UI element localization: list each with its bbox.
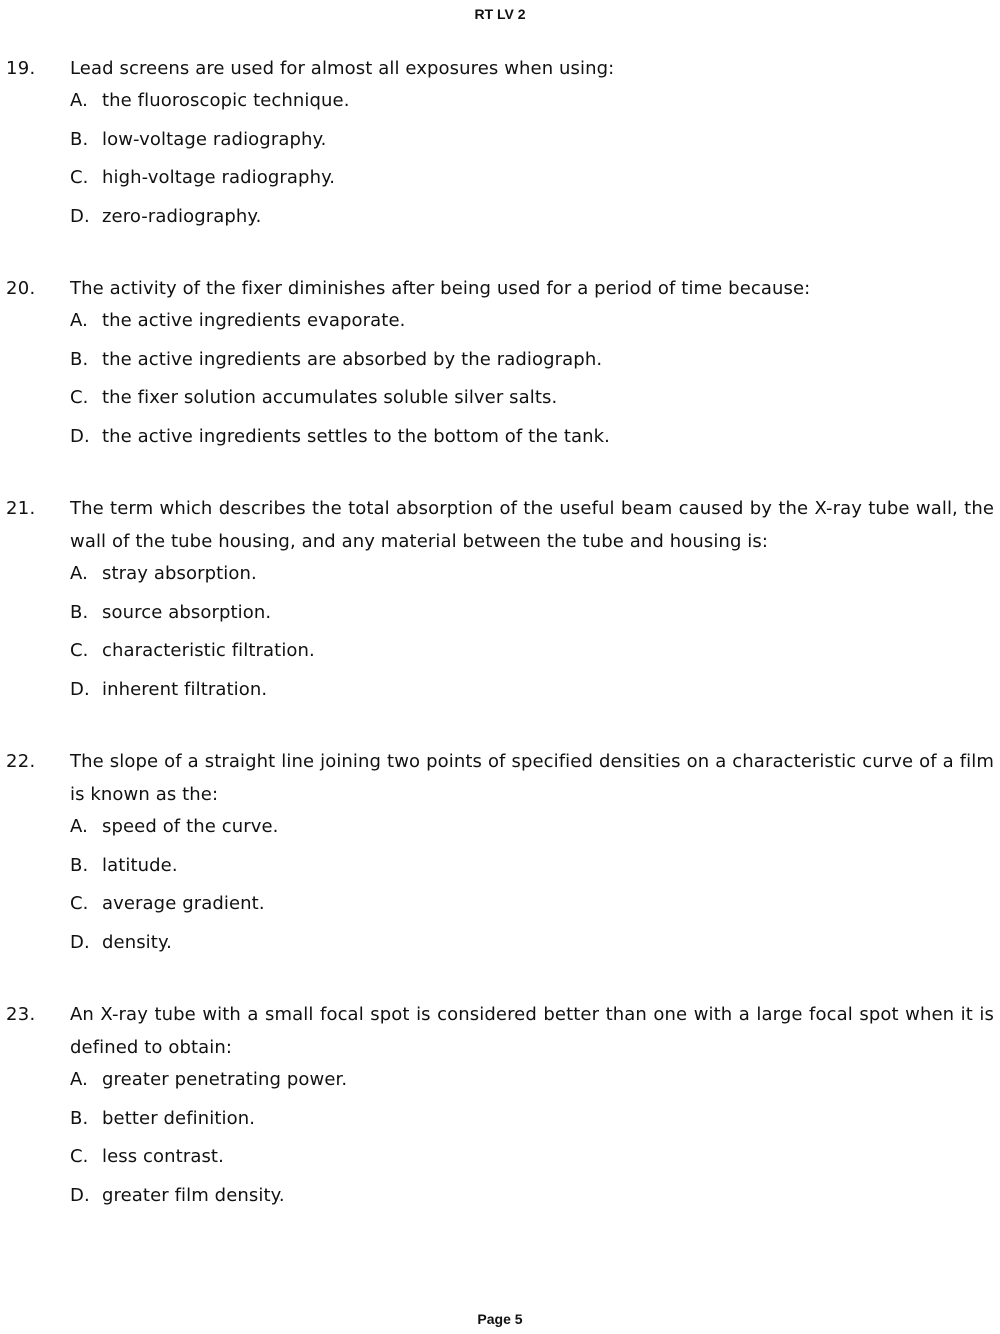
answer-option (70, 88, 970, 127)
option-letter: A. (70, 816, 88, 837)
answer-option (70, 424, 970, 463)
option-text: less contrast. (102, 1146, 224, 1167)
option-text: low-voltage radiography. (102, 128, 327, 150)
option-letter: D. (70, 425, 90, 447)
page-number: Page 5 (477, 1311, 523, 1327)
option-text: zero-radiography. (102, 205, 262, 227)
answer-options (70, 814, 970, 968)
option-letter: D. (70, 205, 90, 227)
answer-options (70, 88, 970, 242)
option-letter: D. (70, 931, 90, 953)
option-letter: C. (70, 167, 89, 188)
question-stem: The activity of the fixer diminishes after being used for a period of time because: (70, 278, 811, 299)
option-text: better definition. (102, 1107, 256, 1129)
answer-option (70, 347, 970, 386)
answer-options (70, 308, 970, 462)
option-text: density. (102, 931, 172, 953)
option-text: stray absorption. (102, 563, 257, 584)
answer-option (70, 165, 970, 204)
option-letter: B. (70, 348, 89, 370)
option-letter: D. (70, 1184, 90, 1206)
answer-option (70, 127, 970, 166)
answer-option (70, 638, 970, 677)
answer-option (70, 1183, 970, 1222)
option-text: speed of the curve. (102, 816, 279, 837)
option-letter: A. (70, 1069, 88, 1090)
option-letter: C. (70, 893, 89, 914)
option-letter: A. (70, 90, 88, 111)
question-stem: Lead screens are used for almost all exposures when using: (70, 58, 615, 79)
option-text: average gradient. (102, 893, 265, 914)
option-text: the fluoroscopic technique. (102, 90, 350, 111)
option-text: inherent filtration. (102, 678, 268, 700)
question-stem: An X-ray tube with a small focal spot is considered better than one with a large focal spot when it is defined to obtain: (70, 1004, 994, 1058)
option-letter: C. (70, 640, 89, 661)
answer-option (70, 853, 970, 892)
answer-option (70, 1067, 970, 1106)
answer-option (70, 1106, 970, 1145)
option-text: greater film density. (102, 1184, 285, 1206)
answer-options (70, 561, 970, 715)
answer-options (70, 1067, 970, 1221)
option-text: the active ingredients evaporate. (102, 310, 406, 331)
option-text: latitude. (102, 854, 178, 876)
option-letter: C. (70, 1146, 89, 1167)
answer-option (70, 561, 970, 600)
option-letter: B. (70, 1107, 89, 1129)
option-text: characteristic filtration. (102, 640, 315, 661)
option-text: the active ingredients are absorbed by the radiograph. (102, 348, 603, 370)
question-stem: The term which describes the total absorption of the useful beam caused by the X-ray tube wall, the wall of the tube housing, and any material between the tube and housing is: (70, 498, 994, 552)
question-number: 23. (6, 1004, 36, 1025)
option-letter: A. (70, 310, 88, 331)
option-text: high-voltage radiography. (102, 167, 336, 188)
answer-option (70, 204, 970, 243)
option-text: the fixer solution accumulates soluble silver salts. (102, 387, 558, 408)
option-text: the active ingredients settles to the bottom of the tank. (102, 425, 610, 447)
question-number: 20. (6, 278, 36, 299)
answer-option (70, 930, 970, 969)
option-text: greater penetrating power. (102, 1069, 348, 1090)
option-letter: B. (70, 128, 89, 150)
question-stem: The slope of a straight line joining two points of specified densities on a characteristic curve of a film is known as the: (70, 751, 994, 805)
answer-option (70, 1144, 970, 1183)
answer-option (70, 600, 970, 639)
answer-option (70, 385, 970, 424)
question-number: 19. (6, 58, 36, 79)
question-number: 22. (6, 751, 36, 772)
question-number: 21. (6, 498, 36, 519)
option-text: source absorption. (102, 601, 272, 623)
answer-option (70, 308, 970, 347)
answer-option (70, 677, 970, 716)
option-letter: C. (70, 387, 89, 408)
answer-option (70, 891, 970, 930)
option-letter: B. (70, 854, 89, 876)
page-header: RT LV 2 (474, 6, 526, 22)
answer-option (70, 814, 970, 853)
option-letter: B. (70, 601, 89, 623)
option-letter: D. (70, 678, 90, 700)
option-letter: A. (70, 563, 88, 584)
